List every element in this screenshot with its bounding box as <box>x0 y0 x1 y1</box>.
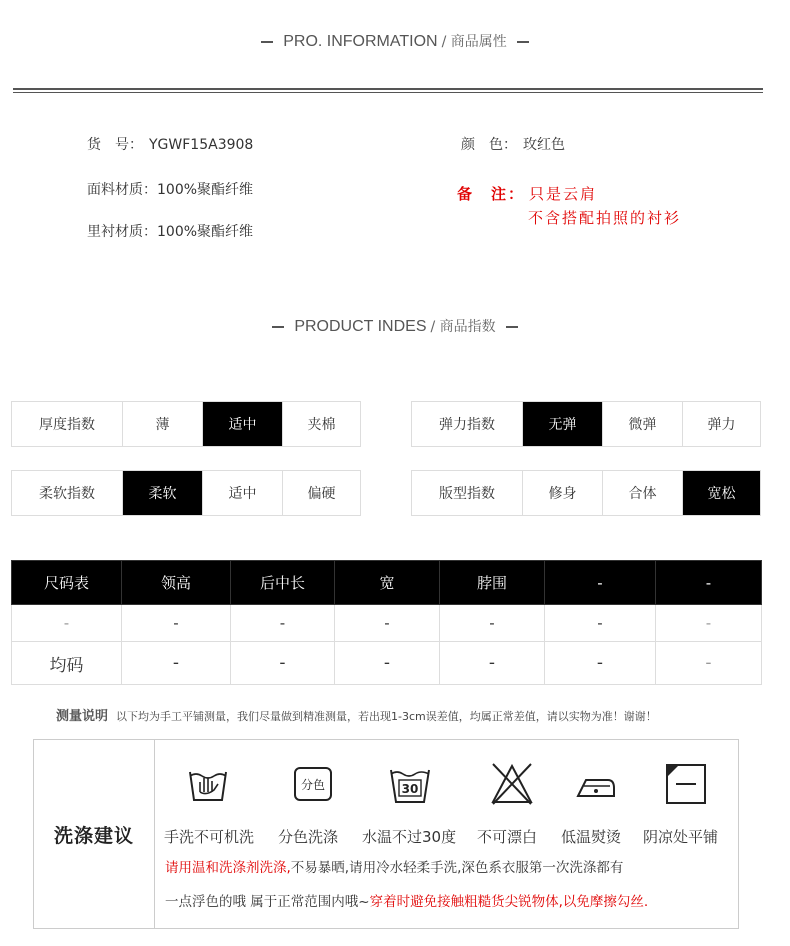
size-header-cell: 尺码表 <box>12 561 122 605</box>
wash-caption: 水温不过30度 <box>362 828 457 846</box>
fabric-label: 面料材质： <box>87 182 157 198</box>
size-cell: - <box>335 642 440 685</box>
color-label: 颜 色： <box>461 137 517 153</box>
pro-info-heading <box>0 31 790 51</box>
wash-caption: 阴凉处平铺 <box>643 828 719 846</box>
wash-note-line-2 <box>165 890 648 910</box>
color-row <box>461 134 565 154</box>
separate-wash-icon <box>291 762 335 806</box>
size-header-cell: 宽 <box>335 561 440 605</box>
product-index-title-en: PRODUCT INDES <box>294 318 427 335</box>
note-line-1: 只是云肩 <box>529 185 598 203</box>
measure-text: 以下均为手工平铺测量，我们尽量做到精准测量，若出现1-3cm误差值，均属正常差值，请以实物为准！谢谢！ <box>116 710 657 723</box>
shade-dry-flat-icon <box>664 762 708 806</box>
lining-row <box>87 221 253 241</box>
size-cell: - <box>656 605 762 642</box>
lining-label: 里衬材质： <box>87 224 157 240</box>
thickness-option[interactable]: 适中 <box>202 402 282 446</box>
wash-caption: 不可漂白 <box>477 828 538 846</box>
elasticity-index <box>411 401 761 447</box>
size-cell: - <box>12 605 122 642</box>
thickness-option[interactable]: 薄 <box>122 402 202 446</box>
item-no-row <box>87 134 253 154</box>
elasticity-option[interactable]: 弹力 <box>682 402 760 446</box>
softness-index-label: 柔软指数 <box>39 486 95 502</box>
no-bleach-icon <box>490 762 534 806</box>
wash-instructions <box>33 739 739 929</box>
fabric-row <box>87 179 253 199</box>
note-label: 备 注： <box>457 185 526 203</box>
size-cell: - <box>122 605 231 642</box>
elasticity-option[interactable]: 无弹 <box>522 402 602 446</box>
wash-note-black-1: 不易暴晒,请用冷水轻柔手洗,深色系衣服第一次洗涤都有 <box>290 860 624 876</box>
fit-option[interactable]: 合体 <box>602 471 682 515</box>
wash-label: 洗涤建议 <box>54 821 134 848</box>
size-cell: - <box>656 642 762 685</box>
dash-left <box>261 41 273 43</box>
dash-right <box>506 326 518 328</box>
item-no-label: 货 号： <box>87 137 143 153</box>
size-cell: - <box>440 605 545 642</box>
thickness-index-label: 厚度指数 <box>39 417 95 433</box>
fit-option[interactable]: 修身 <box>522 471 602 515</box>
size-cell: - <box>545 642 656 685</box>
fit-option[interactable]: 宽松 <box>682 471 760 515</box>
elasticity-index-label: 弹力指数 <box>439 417 495 433</box>
divider-rule <box>13 88 763 93</box>
note-line-2: 不含搭配拍照的衬衫 <box>528 209 682 227</box>
size-cell: - <box>231 605 335 642</box>
table-row <box>12 605 762 642</box>
size-header-cell: - <box>545 561 656 605</box>
note-row <box>457 183 597 204</box>
measure-label: 测量说明 <box>56 709 109 724</box>
color-value: 玫红色 <box>523 137 565 153</box>
wash-30-icon <box>388 762 432 806</box>
elasticity-option[interactable]: 微弹 <box>602 402 682 446</box>
note-row-2 <box>528 207 681 228</box>
wash-caption: 手洗不可机洗 <box>164 828 255 846</box>
size-table <box>11 560 762 685</box>
dash-right <box>517 41 529 43</box>
item-no-value: YGWF15A3908 <box>149 137 254 153</box>
size-cell: - <box>545 605 656 642</box>
fit-index-label: 版型指数 <box>439 486 495 502</box>
size-header-cell: 脖围 <box>440 561 545 605</box>
wash-30-glyph: 30 <box>401 782 419 796</box>
softness-option[interactable]: 柔软 <box>122 471 202 515</box>
softness-option[interactable]: 偏硬 <box>282 471 360 515</box>
low-iron-icon <box>574 762 618 806</box>
size-cell: - <box>440 642 545 685</box>
thickness-option[interactable]: 夹棉 <box>282 402 360 446</box>
separate-wash-glyph: 分色 <box>300 778 326 792</box>
thickness-index <box>11 401 361 447</box>
pro-info-title-zh: / 商品属性 <box>441 34 507 50</box>
lining-value: 100%聚酯纤维 <box>157 224 254 240</box>
size-cell: - <box>231 642 335 685</box>
wash-note-black-2: 一点浮色的哦 属于正常范围内哦~ <box>165 894 370 910</box>
fit-index <box>411 470 761 516</box>
size-cell: - <box>122 642 231 685</box>
table-row <box>12 642 762 685</box>
measure-note <box>56 705 657 724</box>
softness-index <box>11 470 361 516</box>
size-cell: 均码 <box>12 642 122 685</box>
hand-wash-icon <box>186 762 230 806</box>
size-cell: - <box>335 605 440 642</box>
product-index-heading <box>0 316 790 336</box>
size-header-cell: - <box>656 561 762 605</box>
wash-caption: 低温熨烫 <box>561 828 622 846</box>
wash-note-line-1 <box>165 856 623 876</box>
wash-note-red-2: 穿着时避免接触粗糙货尖锐物体,以免摩擦勾丝. <box>369 894 649 910</box>
wash-caption: 分色洗涤 <box>278 828 339 846</box>
dash-left <box>272 326 284 328</box>
product-index-title-zh: / 商品指数 <box>430 319 496 335</box>
wash-label-column <box>34 740 155 928</box>
size-table-header <box>12 561 762 605</box>
softness-option[interactable]: 适中 <box>202 471 282 515</box>
size-header-cell: 后中长 <box>231 561 335 605</box>
fabric-value: 100%聚酯纤维 <box>157 182 254 198</box>
wash-note-red-1: 请用温和洗涤剂洗涤, <box>165 860 291 876</box>
size-header-cell: 领高 <box>122 561 231 605</box>
pro-info-title-en: PRO. INFORMATION <box>283 33 438 50</box>
